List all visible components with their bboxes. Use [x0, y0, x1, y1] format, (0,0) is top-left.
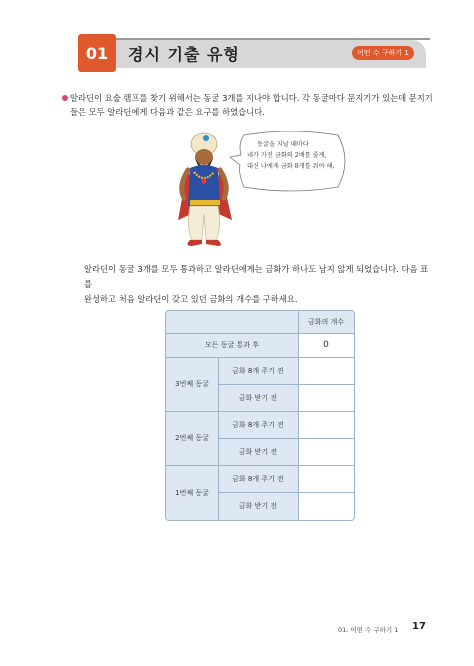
table-divider	[218, 438, 354, 439]
cave-1-label: 1번째 동굴	[166, 465, 218, 520]
topic-tag: 어떤 수 구하기 1	[352, 46, 414, 60]
row-after-all-value: 0	[323, 340, 329, 350]
cave-3-before-give: 금화 8개 주기 전	[218, 357, 298, 384]
row-after-all-label: 모든 동굴 통과 후	[166, 333, 298, 357]
cave-1-before-receive-answer[interactable]	[298, 492, 354, 520]
problem-line-2: 들은 모두 알라딘에게 다음과 같은 요구를 하였습니다.	[70, 107, 265, 117]
cave-3-label: 3번째 동굴	[166, 357, 218, 411]
cave-3-before-give-answer[interactable]	[298, 357, 354, 384]
table-divider	[218, 492, 354, 493]
cave-1-before-give: 금화 8개 주기 전	[218, 465, 298, 492]
problem-line-1: 알라딘이 요술 램프를 찾기 위해서는 동굴 3개를 지나야 합니다. 각 동굴마다 문지기가 있는데 문지기	[70, 93, 433, 103]
page-number: 17	[412, 621, 426, 632]
speech-text	[247, 139, 347, 172]
question-text	[84, 262, 434, 307]
problem-text	[58, 91, 438, 119]
cave-2-before-receive-answer[interactable]	[298, 438, 354, 465]
cave-2-before-give-answer[interactable]	[298, 411, 354, 438]
question-line-1: 알라딘이 동굴 3개를 모두 통과하고 알라딘에게는 금화가 하나도 남지 않게 되었습니다. 다음 표를	[84, 264, 429, 289]
table-divider	[166, 333, 354, 334]
table-divider	[166, 465, 354, 466]
cave-3-before-receive-answer[interactable]	[298, 384, 354, 411]
cave-2-before-give: 금화 8개 주기 전	[218, 411, 298, 438]
question-line-2: 완성하고 처음 알라딘이 갖고 있던 금화의 개수를 구하세요.	[84, 294, 298, 304]
cave-2-before-receive: 금화 받기 전	[218, 438, 298, 465]
speech-line-2: 네가 가진 금화의 2배를 줄게,	[247, 152, 327, 159]
section-title: 경시 기출 유형	[128, 45, 240, 64]
footer-section: 01. 어떤 수 구하기 1	[338, 626, 399, 634]
cave-1-before-receive: 금화 받기 전	[218, 492, 298, 520]
cave-2-label: 2번째 동굴	[166, 411, 218, 465]
table-corner	[166, 311, 298, 333]
cave-3-before-receive: 금화 받기 전	[218, 384, 298, 411]
section-number: 01	[78, 34, 116, 72]
answer-table	[165, 310, 355, 521]
speech-line-3: 대신 나에게 금화 8개를 줘야 해.	[247, 163, 335, 170]
table-header-coins: 금화의 개수	[298, 311, 354, 333]
table-divider	[166, 411, 354, 412]
table-divider	[166, 357, 354, 358]
table-divider	[298, 311, 299, 520]
cave-1-before-give-answer[interactable]	[298, 465, 354, 492]
speech-line-1: 동굴을 지날 때마다	[257, 141, 309, 148]
table-divider	[218, 384, 354, 385]
